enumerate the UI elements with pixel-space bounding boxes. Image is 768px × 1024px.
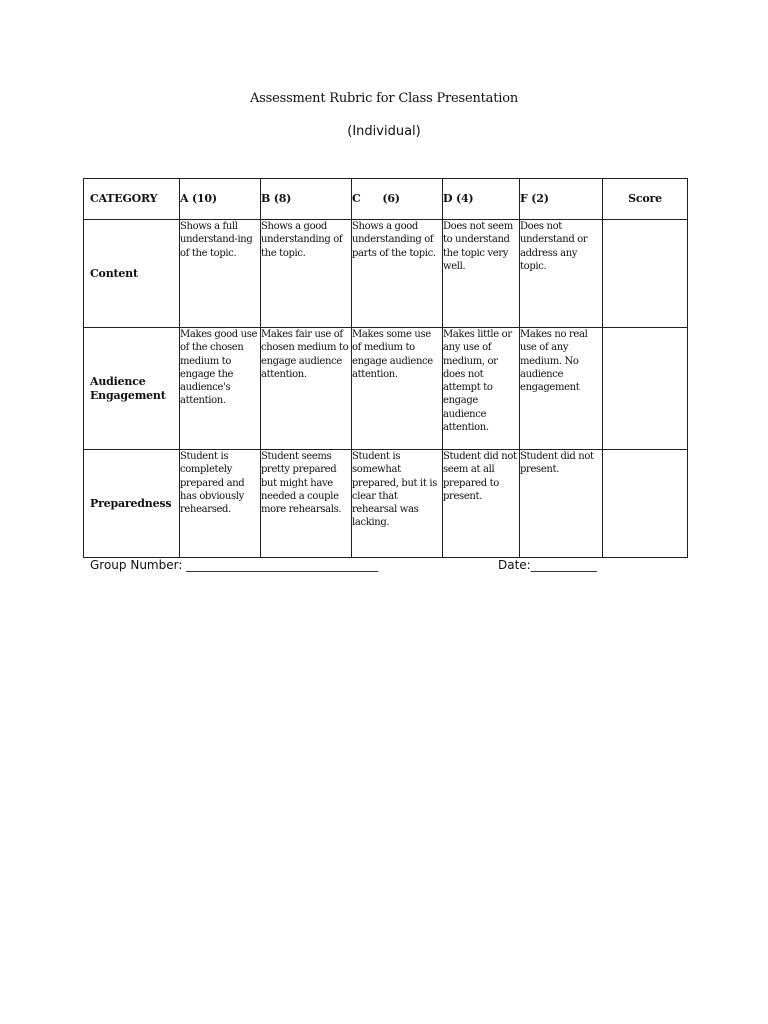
cell-content-f: Does not understand or address any topic. (520, 220, 603, 328)
table-header-row (84, 179, 688, 220)
row-label-content: Content (84, 220, 180, 328)
row-label-audience-engagement: Audience Engagement (84, 328, 180, 450)
document-title: Assessment Rubric for Class Presentation (249, 91, 519, 106)
header-grade-c: C (6) (352, 179, 443, 220)
cell-prep-a: Student is completely prepared and has obviously rehearsed. (180, 450, 261, 558)
header-grade-a: A (10) (180, 179, 261, 220)
row-label-preparedness: Preparedness (84, 450, 180, 558)
header-grade-f: F (2) (520, 179, 603, 220)
header-grade-d: D (4) (443, 179, 520, 220)
table-row (84, 220, 688, 328)
cell-content-c: Shows a good understanding of parts of the topic. (352, 220, 443, 328)
score-cell-audience[interactable] (603, 328, 688, 450)
document-subtitle: (Individual) (347, 124, 421, 139)
cell-audience-d: Makes little or any use of medium, or does not attempt to engage audience attention. (443, 328, 520, 450)
date-field[interactable]: Date:___________ (498, 558, 597, 572)
cell-content-d: Does not seem to understand the topic very well. (443, 220, 520, 328)
score-cell-preparedness[interactable] (603, 450, 688, 558)
cell-audience-f: Makes no real use of any medium. No audience engagement (520, 328, 603, 450)
cell-prep-d: Student did not seem at all prepared to present. (443, 450, 520, 558)
rubric-table (83, 178, 688, 558)
cell-content-a: Shows a full understand-ing of the topic. (180, 220, 261, 328)
cell-prep-b: Student seems pretty prepared but might have needed a couple more rehearsals. (261, 450, 352, 558)
table-row (84, 450, 688, 558)
table-row (84, 328, 688, 450)
header-score: Score (603, 179, 688, 220)
cell-audience-c: Makes some use of medium to engage audience attention. (352, 328, 443, 450)
cell-audience-b: Makes fair use of chosen medium to engage audience attention. (261, 328, 352, 450)
cell-prep-c: Student is somewhat prepared, but it is clear that rehearsal was lacking. (352, 450, 443, 558)
group-number-field[interactable]: Group Number: ________________________________ (90, 558, 379, 572)
header-grade-b: B (8) (261, 179, 352, 220)
cell-audience-a: Makes good use of the chosen medium to engage the audience's attention. (180, 328, 261, 450)
cell-prep-f: Student did not present. (520, 450, 603, 558)
cell-content-b: Shows a good understanding of the topic. (261, 220, 352, 328)
header-category: CATEGORY (84, 179, 180, 220)
score-cell-content[interactable] (603, 220, 688, 328)
